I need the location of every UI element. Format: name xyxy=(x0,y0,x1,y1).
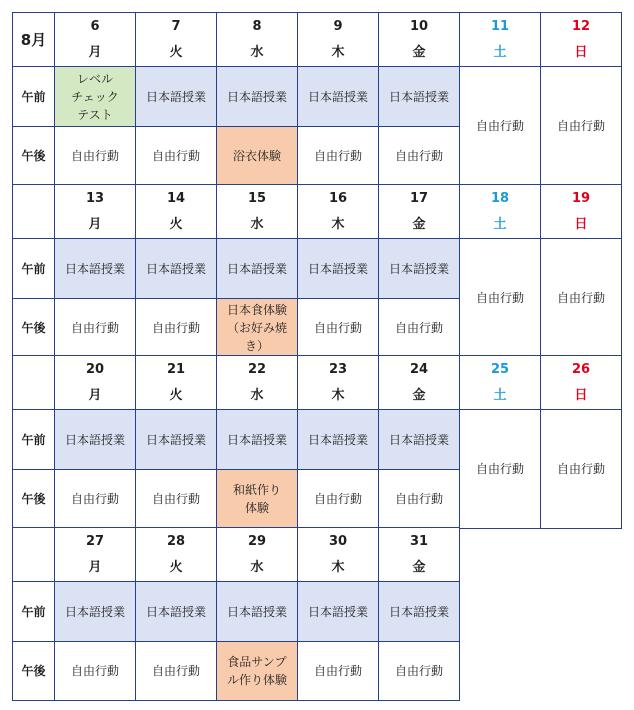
day-header xyxy=(297,12,379,67)
activity-cell-am xyxy=(54,238,136,299)
activity-cell-am xyxy=(297,581,379,642)
weekend-activity-cell xyxy=(540,66,622,186)
activity-text: 日本語授業 xyxy=(64,432,125,447)
activity-text: 自由行動 xyxy=(70,492,119,506)
activity-text: 日本語授業 xyxy=(226,604,287,619)
activity-text: 日本語授業 xyxy=(226,261,287,276)
date-number: 10 xyxy=(409,18,429,34)
day-header xyxy=(297,184,379,239)
date-number: 31 xyxy=(409,533,429,549)
date-number: 14 xyxy=(166,190,186,206)
day-header xyxy=(216,12,298,67)
activity-text: 自由行動 xyxy=(313,149,362,163)
weekend-activity-cell xyxy=(459,238,541,358)
row-label-pm-text: 午後 xyxy=(21,492,46,506)
activity-cell-pm xyxy=(54,469,136,529)
activity-text: 自由行動 xyxy=(70,664,119,678)
activity-text: 食品サンプ ル作り体験 xyxy=(226,655,287,687)
activity-text: 日本語授業 xyxy=(64,604,125,619)
row-label-am-text: 午前 xyxy=(21,89,46,104)
activity-text: 自由行動 xyxy=(313,492,362,506)
weekend-activity-cell xyxy=(540,238,622,358)
weekday-name: 日 xyxy=(574,387,588,403)
activity-cell-am xyxy=(378,66,460,127)
date-number: 18 xyxy=(490,190,510,206)
activity-cell-am xyxy=(297,66,379,127)
activity-cell-am xyxy=(216,409,298,470)
weekday-name: 金 xyxy=(412,559,426,575)
row-label-am xyxy=(12,238,55,299)
activity-text: 日本語授業 xyxy=(145,261,206,276)
weekend-activity-cell xyxy=(540,409,622,529)
activity-text: 日本語授業 xyxy=(307,261,368,276)
weekday-name: 土 xyxy=(493,387,507,403)
day-header xyxy=(216,355,298,410)
activity-text: 日本語授業 xyxy=(307,604,368,619)
day-header xyxy=(378,184,460,239)
activity-cell-pm xyxy=(297,641,379,701)
activity-cell-am xyxy=(216,238,298,299)
corner-cell xyxy=(12,527,55,582)
row-label-am xyxy=(12,66,55,127)
weekday-name: 月 xyxy=(88,387,102,403)
activity-text: 自由行動 xyxy=(70,149,119,163)
weekday-name: 金 xyxy=(412,44,426,60)
date-number: 7 xyxy=(171,18,181,34)
activity-text: 日本語授業 xyxy=(226,89,287,104)
activity-text: 自由行動 xyxy=(313,321,362,335)
activity-text: 自由行動 xyxy=(475,119,524,133)
activity-text: 自由行動 xyxy=(475,291,524,305)
weekday-name: 火 xyxy=(169,44,183,60)
date-number: 24 xyxy=(409,361,429,377)
day-header xyxy=(378,355,460,410)
weekday-name: 金 xyxy=(412,216,426,232)
activity-text: 自由行動 xyxy=(394,149,443,163)
day-header xyxy=(378,12,460,67)
weekday-name: 火 xyxy=(169,559,183,575)
activity-cell-am xyxy=(54,66,136,127)
date-number: 26 xyxy=(571,361,591,377)
activity-text: 日本語授業 xyxy=(226,432,287,447)
activity-cell-pm xyxy=(297,298,379,358)
weekday-name: 木 xyxy=(331,387,345,403)
activity-cell-pm xyxy=(297,469,379,529)
date-number: 23 xyxy=(328,361,348,377)
date-number: 13 xyxy=(85,190,105,206)
activity-text: 自由行動 xyxy=(394,492,443,506)
day-header xyxy=(459,12,541,67)
activity-cell-am xyxy=(378,238,460,299)
row-label-am-text: 午前 xyxy=(21,261,46,276)
day-header xyxy=(135,184,217,239)
activity-cell-pm xyxy=(216,641,298,701)
activity-cell-am xyxy=(54,581,136,642)
activity-text: 日本語授業 xyxy=(145,89,206,104)
activity-text: 自由行動 xyxy=(556,119,605,133)
activity-cell-pm xyxy=(378,298,460,358)
activity-cell-am xyxy=(54,409,136,470)
activity-text: 自由行動 xyxy=(151,149,200,163)
activity-cell-pm xyxy=(297,126,379,186)
activity-cell-pm xyxy=(135,469,217,529)
activity-text: 自由行動 xyxy=(556,462,605,476)
activity-text: 和紙作り 体験 xyxy=(232,483,281,515)
activity-cell-am xyxy=(378,581,460,642)
row-label-pm-text: 午後 xyxy=(21,321,46,335)
activity-cell-pm xyxy=(135,126,217,186)
activity-cell-am xyxy=(135,409,217,470)
row-label-am-text: 午前 xyxy=(21,432,46,447)
activity-text: 日本語授業 xyxy=(307,89,368,104)
month-label-text: 8月 xyxy=(20,30,47,49)
activity-cell-am xyxy=(297,409,379,470)
activity-cell-pm xyxy=(54,298,136,358)
activity-cell-am xyxy=(216,66,298,127)
weekday-name: 木 xyxy=(331,216,345,232)
activity-text: 日本語授業 xyxy=(388,432,449,447)
activity-text: 自由行動 xyxy=(151,321,200,335)
activity-cell-pm xyxy=(54,126,136,186)
day-header xyxy=(54,184,136,239)
weekday-name: 土 xyxy=(493,44,507,60)
weekday-name: 火 xyxy=(169,387,183,403)
row-label-pm-text: 午後 xyxy=(21,664,46,678)
day-header xyxy=(297,355,379,410)
day-header xyxy=(297,527,379,582)
weekday-name: 水 xyxy=(250,387,264,403)
day-header xyxy=(378,527,460,582)
date-number: 6 xyxy=(90,18,100,34)
date-number: 28 xyxy=(166,533,186,549)
weekday-name: 木 xyxy=(331,559,345,575)
activity-text: 日本語授業 xyxy=(145,604,206,619)
row-label-pm xyxy=(12,298,55,358)
weekday-name: 火 xyxy=(169,216,183,232)
date-number: 17 xyxy=(409,190,429,206)
day-header xyxy=(135,355,217,410)
weekday-name: 日 xyxy=(574,44,588,60)
activity-cell-pm xyxy=(216,126,298,186)
activity-text: 日本語授業 xyxy=(64,261,125,276)
activity-cell-am xyxy=(135,66,217,127)
weekday-name: 月 xyxy=(88,559,102,575)
row-label-pm xyxy=(12,469,55,529)
weekday-name: 日 xyxy=(574,216,588,232)
weekday-name: 水 xyxy=(250,44,264,60)
activity-cell-pm xyxy=(216,469,298,529)
row-label-am-text: 午前 xyxy=(21,604,46,619)
date-number: 29 xyxy=(247,533,267,549)
activity-cell-pm xyxy=(216,298,298,358)
day-header xyxy=(216,527,298,582)
activity-cell-pm xyxy=(378,469,460,529)
date-number: 16 xyxy=(328,190,348,206)
weekday-name: 土 xyxy=(493,216,507,232)
day-header xyxy=(54,12,136,67)
activity-text: 日本語授業 xyxy=(388,261,449,276)
activity-text: 自由行動 xyxy=(151,492,200,506)
date-number: 27 xyxy=(85,533,105,549)
activity-text: 自由行動 xyxy=(394,321,443,335)
day-header xyxy=(216,184,298,239)
day-header xyxy=(54,355,136,410)
date-number: 19 xyxy=(571,190,591,206)
activity-cell-pm xyxy=(378,641,460,701)
weekday-name: 木 xyxy=(331,44,345,60)
weekend-activity-cell xyxy=(459,409,541,529)
activity-cell-pm xyxy=(135,298,217,358)
activity-text: 自由行動 xyxy=(394,664,443,678)
activity-cell-pm xyxy=(135,641,217,701)
month-label xyxy=(12,12,55,67)
date-number: 21 xyxy=(166,361,186,377)
day-header xyxy=(540,184,622,239)
row-label-pm-text: 午後 xyxy=(21,149,46,163)
weekday-name: 水 xyxy=(250,216,264,232)
date-number: 30 xyxy=(328,533,348,549)
day-header xyxy=(459,184,541,239)
activity-text: 自由行動 xyxy=(70,321,119,335)
activity-text: 日本語授業 xyxy=(388,89,449,104)
day-header xyxy=(135,527,217,582)
date-number: 8 xyxy=(252,18,262,34)
corner-cell xyxy=(12,184,55,239)
day-header xyxy=(54,527,136,582)
activity-text: 自由行動 xyxy=(313,664,362,678)
weekday-name: 水 xyxy=(250,559,264,575)
activity-cell-am xyxy=(216,581,298,642)
date-number: 11 xyxy=(490,18,510,34)
activity-text: 日本語授業 xyxy=(307,432,368,447)
date-number: 22 xyxy=(247,361,267,377)
weekday-name: 月 xyxy=(88,216,102,232)
day-header xyxy=(540,355,622,410)
activity-cell-am xyxy=(135,581,217,642)
activity-text: 自由行動 xyxy=(151,664,200,678)
activity-text: 日本食体験 （お好み焼 き） xyxy=(226,303,287,353)
date-number: 20 xyxy=(85,361,105,377)
date-number: 15 xyxy=(247,190,267,206)
activity-cell-am xyxy=(135,238,217,299)
activity-text: 日本語授業 xyxy=(388,604,449,619)
day-header xyxy=(540,12,622,67)
activity-text: 浴衣体験 xyxy=(232,149,281,163)
activity-text: 自由行動 xyxy=(556,291,605,305)
activity-cell-am xyxy=(297,238,379,299)
day-header xyxy=(459,355,541,410)
row-label-am xyxy=(12,409,55,470)
activity-text: 日本語授業 xyxy=(145,432,206,447)
corner-cell xyxy=(12,355,55,410)
row-label-pm xyxy=(12,126,55,186)
row-label-am xyxy=(12,581,55,642)
activity-cell-pm xyxy=(378,126,460,186)
date-number: 9 xyxy=(333,18,343,34)
activity-text: 自由行動 xyxy=(475,462,524,476)
day-header xyxy=(135,12,217,67)
activity-cell-am xyxy=(378,409,460,470)
weekend-activity-cell xyxy=(459,66,541,186)
activity-cell-pm xyxy=(54,641,136,701)
date-number: 12 xyxy=(571,18,591,34)
date-number: 25 xyxy=(490,361,510,377)
row-label-pm xyxy=(12,641,55,701)
activity-text: レベル チェック テスト xyxy=(71,71,119,122)
weekday-name: 金 xyxy=(412,387,426,403)
weekday-name: 月 xyxy=(88,44,102,60)
